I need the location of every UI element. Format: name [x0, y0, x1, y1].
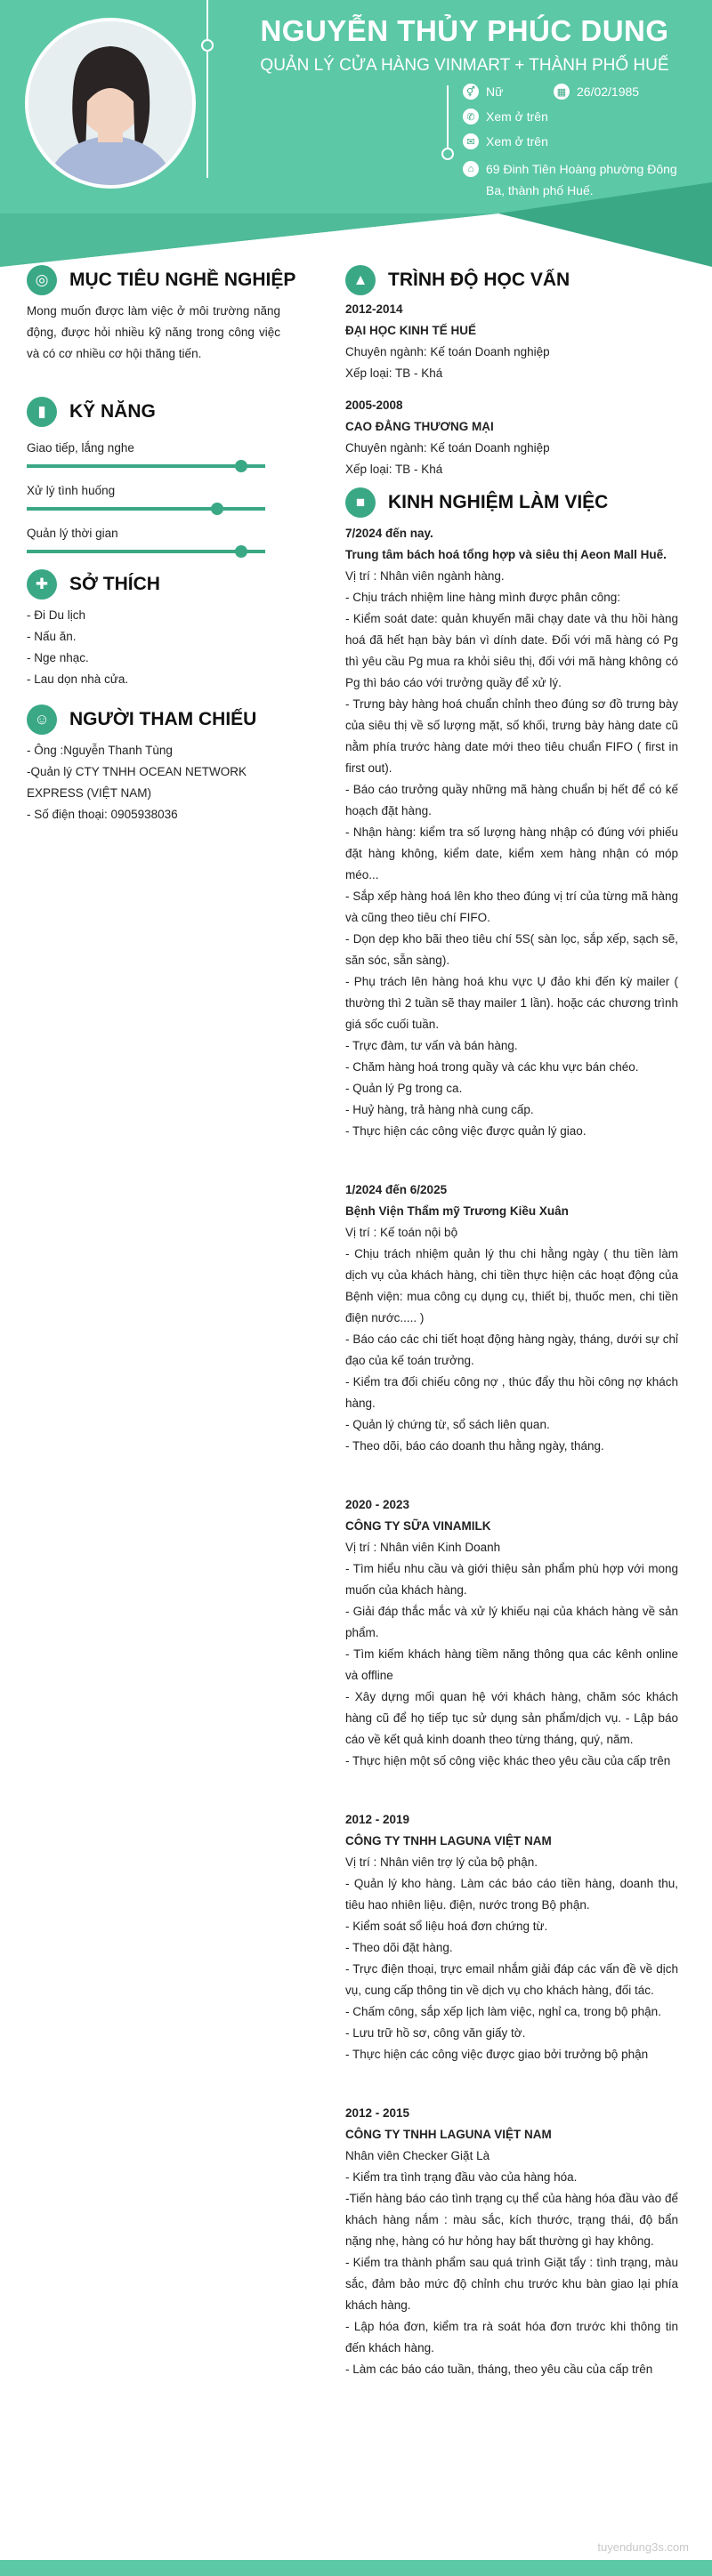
job-duty: - Phụ trách lên hàng hoá khu vực Ụ đảo khi đến kỳ mailer ( thường thì 2 tuần sẽ thay mailer 1 lần). hoặc các chương trình giá sốc cuối tuần. — [345, 975, 678, 1031]
contact-dot — [441, 148, 454, 160]
education-item — [345, 395, 678, 480]
experience-list — [345, 523, 678, 2380]
job-duty: - Thực hiện các công việc được quản lý giao. — [345, 1124, 587, 1138]
experience-title: KINH NGHIỆM LÀM VIỆC — [388, 492, 609, 512]
header-divider-line — [206, 0, 208, 178]
address-field — [463, 158, 685, 201]
reference-list — [27, 740, 280, 825]
job-duty: - Chấm công, sắp xếp lịch làm việc, nghỉ ca, trong bộ phận. — [345, 2005, 661, 2018]
education-major: Chuyên ngành: Kế toán Doanh nghiệp — [345, 441, 550, 455]
job-duty: -Tiến hàng báo cáo tình trạng cụ thể của hàng hóa đầu vào để khách hàng nắm : màu sắc, kích thước, trạng thái, độ bẩn nặng nhẹ, hàng có hư hỏng hay bất thường gì hay không. — [345, 2192, 678, 2248]
job-duty: - Làm các báo cáo tuần, tháng, theo yêu cầu của cấp trên — [345, 2363, 653, 2376]
job-duty: - Nhận hàng: kiểm tra số lượng hàng nhập có đúng với phiếu đặt hàng không, kiểm date, kiểm xem hàng nhận có móp méo... — [345, 825, 678, 881]
job-duty: - Trưng bày hàng hoá chuẩn chỉnh theo đúng sơ đồ trưng bày của siêu thị về số lượng mặt, số khối, trưng bày hàng date cũ nằm phía trước hàng date mới theo tiêu chuẩn FIFO ( first in first out). — [345, 697, 678, 775]
briefcase-icon: ■ — [345, 487, 376, 518]
job-duty: - Xây dựng mối quan hệ với khách hàng, chăm sóc khách hàng cũ để họ tiếp tục sử dụng sản phẩm/dịch vụ. - Lập báo cáo về kết quả kinh doanh theo từng tháng, quý, năm. — [345, 1690, 678, 1746]
job-duty: - Giải đáp thắc mắc và xử lý khiếu nại của khách hàng về sản phẩm. — [345, 1605, 678, 1639]
job-duty: - Thực hiện các công việc được giao bởi trưởng bộ phận — [345, 2048, 649, 2061]
skill-item — [27, 438, 280, 468]
education-school: CAO ĐẲNG THƯƠNG MẠI — [345, 420, 494, 433]
footer-bar — [0, 2560, 712, 2576]
education-grade: Xếp loại: TB - Khá — [345, 463, 443, 476]
graduation-cap-icon: ▲ — [345, 265, 376, 295]
gamepad-icon: ✚ — [27, 569, 57, 600]
gender-value: Nữ — [486, 85, 504, 99]
objective-heading — [27, 265, 295, 295]
job-duty: - Kiểm soát date: quản khuyến mãi chạy date và thu hồi hàng hoá đã hết hạn bày bán vì dính date. Đối với mã hàng có Pg thì yêu cầu Pg mua ra khỏi siêu thị, đối với mã hàng không có Pg thì báo cáo với trưởng quầy để xử lý. — [345, 612, 678, 689]
job-duty: - Theo dõi, báo cáo doanh thu hằng ngày, tháng. — [345, 1439, 604, 1453]
education-grade: Xếp loại: TB - Khá — [345, 366, 443, 380]
reference-line: -Quản lý CTY TNHH OCEAN NETWORK EXPRESS (VIỆT NAM) — [27, 765, 247, 800]
reference-line: - Số điện thoại: 0905938036 — [27, 808, 178, 821]
objective-title: MỤC TIÊU NGHỀ NGHIỆP — [69, 270, 296, 290]
education-title: TRÌNH ĐỘ HỌC VẤN — [388, 270, 570, 290]
job-duty: - Chịu trách nhiệm quản lý thu chi hằng ngày ( thu tiền làm dịch vụ của khách hàng, chi tiền thực hiện các hoạt động của Bệnh viện: mua công cụ dụng cụ, thiết bị, thuốc men, chi tiền điện nước..... ) — [345, 1247, 678, 1324]
job-period: 2012 - 2019 — [345, 1813, 410, 1826]
education-item — [345, 299, 678, 384]
target-icon: ◎ — [27, 265, 57, 295]
hobbies-title: SỞ THÍCH — [69, 574, 160, 594]
user-icon: ☺ — [27, 704, 57, 735]
job-duty: - Quản lý kho hàng. Làm các báo cáo tiền hàng, doanh thu, tiêu hao nhiên liệu. điện, nước trong Bộ phận. — [345, 1877, 678, 1912]
hobby-item: - Nge nhạc. — [27, 651, 89, 664]
job-company: CÔNG TY TNHH LAGUNA VIỆT NAM — [345, 1834, 552, 1847]
skill-bar — [27, 464, 265, 468]
skill-knob — [211, 503, 223, 515]
education-school: ĐẠI HỌC KINH TẾ HUẾ — [345, 324, 477, 337]
job-duty: - Lưu trữ hồ sơ, công văn giấy tờ. — [345, 2026, 526, 2040]
experience-heading — [345, 487, 608, 518]
skill-label: Xử lý tình huống — [27, 484, 116, 497]
skill-knob — [235, 545, 247, 558]
job-duty: - Tìm hiểu nhu cầu và giới thiệu sản phẩm phù hợp với mong muốn của khách hàng. — [345, 1562, 678, 1597]
skill-item — [27, 480, 280, 511]
birthdate-value: 26/02/1985 — [577, 85, 640, 99]
birthdate-field — [554, 84, 639, 100]
job-duty: - Sắp xếp hàng hoá lên kho theo đúng vị trí của từng mã hàng và cũng theo tiêu chí FIFO. — [345, 890, 678, 924]
location-icon: ⌂ — [463, 161, 479, 177]
reference-line: - Ông :Nguyễn Thanh Tùng — [27, 744, 173, 757]
email-field — [463, 133, 548, 149]
job-duty: - Lập hóa đơn, kiểm tra rà soát hóa đơn trước khi thông tin đến khách hàng. — [345, 2320, 678, 2355]
divider-dot — [201, 39, 214, 52]
job-duty: - Huỷ hàng, trả hàng nhà cung cấp. — [345, 1103, 534, 1116]
job-period: 1/2024 đến 6/2025 — [345, 1183, 448, 1196]
job-duty: Vị trí : Kế toán nội bộ — [345, 1226, 458, 1239]
job-entry — [345, 1179, 678, 1457]
job-duty: - Chăm hàng hoá trong quầy và các khu vực bán chéo. — [345, 1060, 639, 1074]
hobby-item: - Nấu ăn. — [27, 630, 77, 643]
gender-field — [463, 84, 503, 100]
job-duty: - Chịu trách nhiệm line hàng mình được phân công: — [345, 591, 621, 604]
hobby-item: - Đi Du lịch — [27, 608, 86, 622]
job-duty: - Quản lý chứng từ, sổ sách liên quan. — [345, 1418, 550, 1431]
education-major: Chuyên ngành: Kế toán Doanh nghiệp — [345, 345, 550, 358]
job-duty: Vị trí : Nhân viên trợ lý của bộ phận. — [345, 1856, 538, 1869]
job-duty: - Dọn dẹp kho bãi theo tiêu chí 5S( sàn lọc, sắp xếp, sạch sẽ, săn sóc, sẵn sàng). — [345, 932, 678, 967]
skills-list — [27, 432, 280, 566]
job-entry — [345, 523, 678, 1142]
job-duty: - Kiểm tra đối chiếu công nợ , thúc đẩy thu hồi công nợ khách hàng. — [345, 1375, 678, 1410]
bar-chart-icon: ▮ — [27, 397, 57, 427]
job-company: Bệnh Viện Thẩm mỹ Trương Kiều Xuân — [345, 1204, 569, 1218]
job-duty: - Kiểm tra thành phẩm sau quá trình Giặt tẩy : tình trạng, màu sắc, đảm bảo mức độ chỉnh chu trước khu bàn giao lại phía khách hàng. — [345, 2256, 678, 2312]
job-entry — [345, 1494, 678, 1772]
candidate-name: NGUYỄN THỦY PHÚC DUNG — [260, 14, 669, 47]
job-duty: Vị trí : Nhân viên Kinh Doanh — [345, 1541, 501, 1554]
skill-bar — [27, 550, 265, 553]
job-company: CÔNG TY TNHH LAGUNA VIỆT NAM — [345, 2128, 552, 2141]
job-duty: Vị trí : Nhân viên ngành hàng. — [345, 569, 505, 583]
education-list — [345, 299, 678, 480]
skill-bar — [27, 507, 265, 511]
reference-heading — [27, 704, 256, 735]
job-duty: Nhân viên Checker Giặt Là — [345, 2149, 490, 2162]
hobbies-heading — [27, 569, 160, 600]
job-entry — [345, 2103, 678, 2380]
job-duty: - Quản lý Pg trong ca. — [345, 1082, 463, 1095]
job-duty: - Tìm kiếm khách hàng tiềm năng thông qua các kênh online và offline — [345, 1647, 678, 1682]
job-duty: - Theo dõi đặt hàng. — [345, 1941, 453, 1954]
education-period: 2012-2014 — [345, 302, 403, 316]
job-period: 2012 - 2015 — [345, 2106, 410, 2120]
education-period: 2005-2008 — [345, 398, 403, 412]
phone-value: Xem ở trên — [486, 109, 548, 124]
address-value: 69 Đinh Tiên Hoàng phường Đông Ba, thành phố Huế. — [486, 162, 677, 197]
skills-title: KỸ NĂNG — [69, 401, 156, 422]
job-duty: - Báo cáo các chi tiết hoạt động hàng ngày, tháng, dưới sự chỉ đạo của kế toán trưởng. — [345, 1332, 678, 1367]
objective-text: Mong muốn được làm việc ở môi trường năng động, được hỏi nhiều kỹ năng trong công việc và có cơ nhiều cơ hội thăng tiến. — [27, 304, 280, 360]
job-company: Trung tâm bách hoá tổng hợp và siêu thị Aeon Mall Huế. — [345, 548, 667, 561]
avatar — [25, 18, 196, 189]
phone-field — [463, 109, 548, 125]
hobbies-list — [27, 605, 280, 690]
phone-icon: ✆ — [463, 109, 479, 125]
hobby-item: - Lau dọn nhà cửa. — [27, 672, 129, 686]
calendar-icon: ▦ — [554, 84, 570, 100]
skill-label: Quản lý thời gian — [27, 527, 118, 540]
job-duty: - Trực điện thoại, trực email nhắm giải đáp các vấn đề về dịch vụ, cung cấp thông tin về dịch vụ cho khách hàng, đối tác. — [345, 1962, 678, 1997]
job-duty: - Kiểm tra tình trạng đầu vào của hàng hóa. — [345, 2170, 578, 2184]
job-duty: - Trực đàm, tư vấn và bán hàng. — [345, 1039, 518, 1052]
skill-item — [27, 523, 280, 553]
job-entry — [345, 1809, 678, 2065]
email-value: Xem ở trên — [486, 134, 548, 149]
reference-title: NGƯỜI THAM CHIẾU — [69, 709, 257, 729]
email-icon: ✉ — [463, 133, 479, 149]
job-period: 2020 - 2023 — [345, 1498, 410, 1511]
watermark: tuyendung3s.com — [597, 2540, 689, 2554]
job-duty: - Thực hiện một số công việc khác theo yêu cầu của cấp trên — [345, 1754, 671, 1767]
skill-knob — [235, 460, 247, 472]
job-period: 7/2024 đến nay. — [345, 527, 433, 540]
skill-label: Giao tiếp, lắng nghe — [27, 441, 134, 455]
education-heading — [345, 265, 570, 295]
job-company: CÔNG TY SỮA VINAMILK — [345, 1519, 491, 1533]
job-duty: - Báo cáo trưởng quầy những mã hàng chuẩn bị hết để có kế hoạch đặt hàng. — [345, 783, 678, 817]
skills-heading — [27, 397, 156, 427]
gender-icon: ⚥ — [463, 84, 479, 100]
candidate-title: QUẢN LÝ CỬA HÀNG VINMART + THÀNH PHỐ HUẾ — [260, 56, 669, 75]
job-duty: - Kiểm soát sổ liệu hoá đơn chứng từ. — [345, 1920, 548, 1933]
